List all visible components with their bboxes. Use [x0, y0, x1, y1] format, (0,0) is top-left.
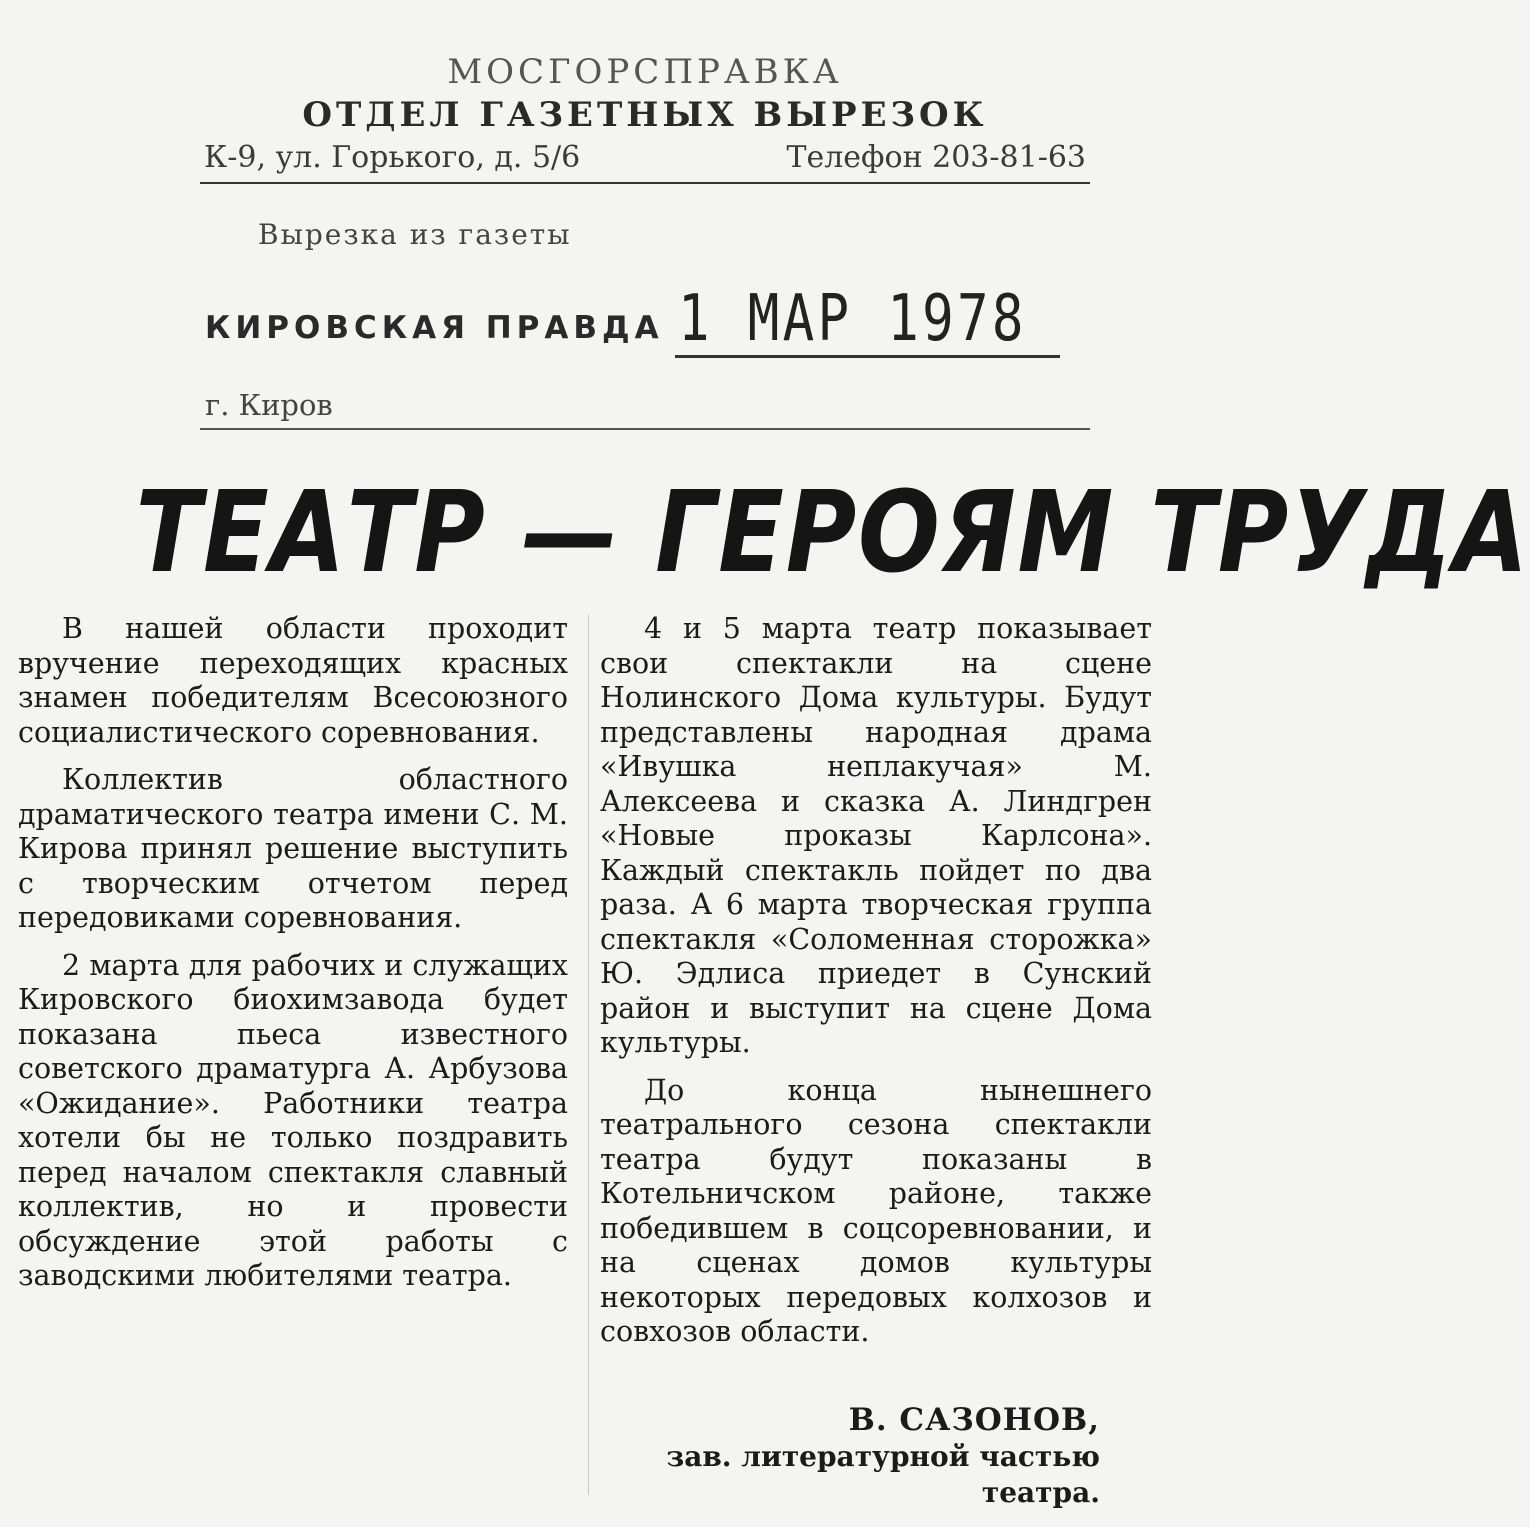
bureau-name: МОСГОРСПРАВКА: [447, 52, 843, 92]
column-divider: [588, 615, 589, 1495]
article-headline: ТЕАТР — ГЕРОЯМ ТРУДА: [135, 468, 1530, 598]
paragraph: 4 и 5 марта театр показывает свои спектакли на сцене Нолинского Дома культуры. Будут представлены народная драма «Ивушка неплакучая» М. Алексеева и сказка А. Линдгрен «Новые проказы Карлсона». Каждый спектакль пойдет по два раза. А 6 марта творческая группа спектакля «Соломенная сторожка» Ю. Эдлиса приедет в Сунский район и выступит на сцене Дома культуры.: [600, 612, 1152, 1059]
newspaper-name: КИРОВСКАЯ ПРАВДА: [205, 310, 664, 346]
address-row: [200, 140, 1090, 184]
date-underline: [675, 355, 1060, 358]
paragraph: До конца нынешнего театрального сезона спектакли театра будут показаны в Котельничском районе, также победившем в соцсоревновании, и на сценах домов культуры некоторых передовых колхозов и совхозов области.: [600, 1073, 1152, 1348]
header-divider: [200, 428, 1090, 430]
left-column: [18, 612, 568, 1307]
right-column: [600, 612, 1152, 1363]
author-name: В. САЗОНОВ,: [848, 1402, 1100, 1438]
author-role: зав. литературной частью: [666, 1440, 1100, 1473]
bureau-phone: Телефон 203-81-63: [786, 140, 1086, 175]
paragraph: Коллектив областного драматического театра имени С. М. Кирова принял решение выступить с творческим отчетом перед передовиками соревнования.: [18, 763, 568, 934]
date-stamp: 1 МАР 1978: [678, 282, 1027, 356]
bureau-address: К-9, ул. Горького, д. 5/6: [204, 140, 581, 175]
newspaper-city: г. Киров: [205, 388, 333, 422]
department-name: ОТДЕЛ ГАЗЕТНЫХ ВЫРЕЗОК: [302, 95, 988, 135]
author-role-continued: театра.: [981, 1476, 1100, 1509]
paragraph: 2 марта для рабочих и служащих Кировского биохимзавода будет показана пьеса известного советского драматурга А. Арбузова «Ожидание». Работники театра хотели бы не только поздравить перед началом спектакля славный коллектив, но и провести обсуждение этой работы с заводскими любителями театра.: [18, 948, 568, 1292]
paragraph: В нашей области проходит вручение переходящих красных знамен победителям Всесоюзного социалистического соревнования.: [18, 612, 568, 749]
clipping-label: Вырезка из газеты: [258, 218, 572, 251]
